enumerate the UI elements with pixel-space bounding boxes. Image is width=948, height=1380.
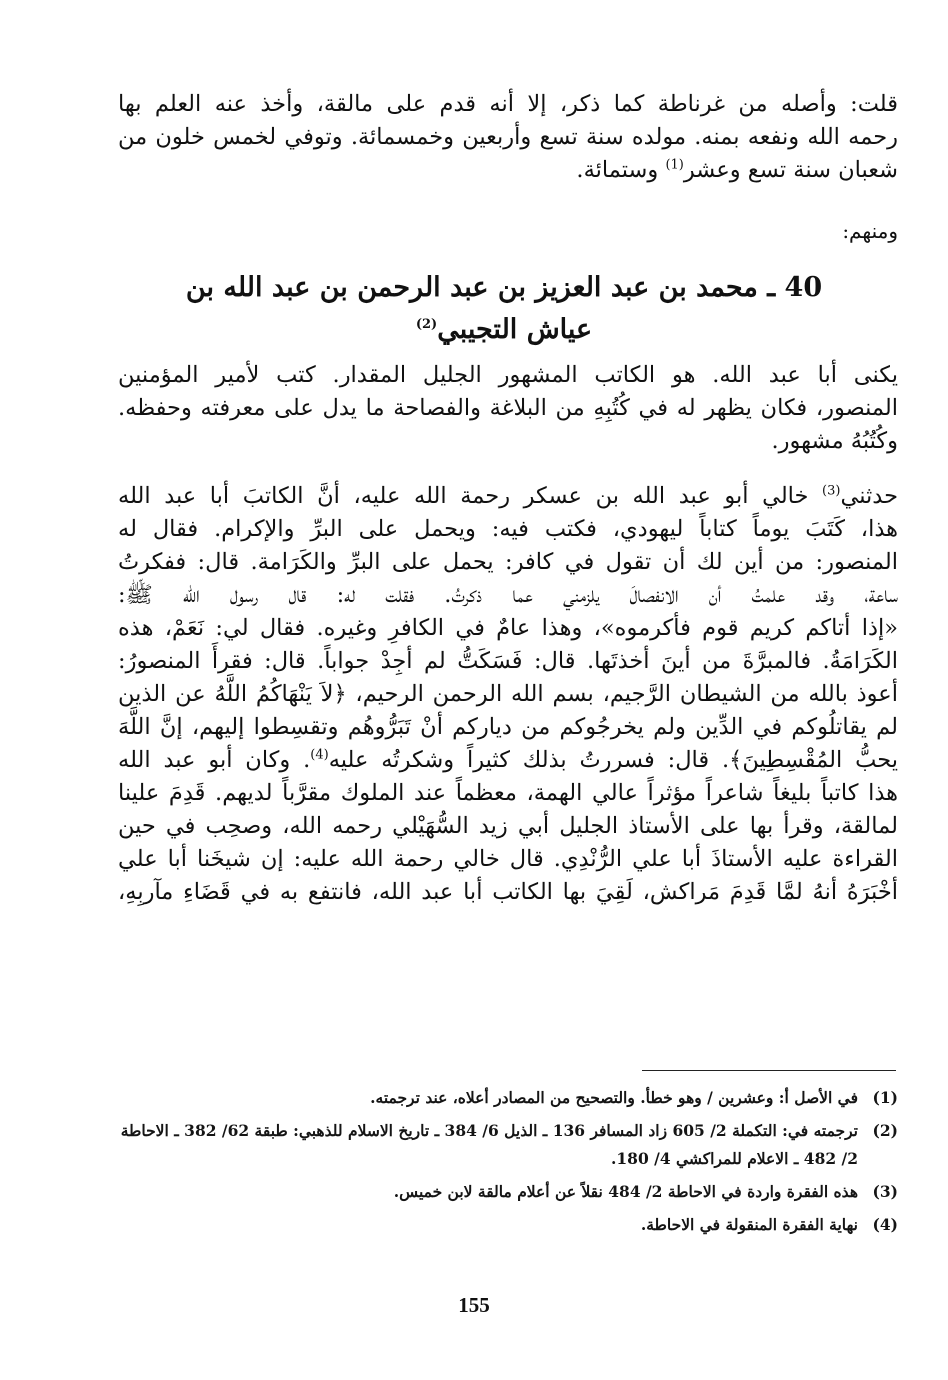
footnote-ref: (1) bbox=[665, 157, 684, 173]
paragraph-1 bbox=[118, 88, 898, 187]
text-run: يحبُّ المُقْسِطِينَ﴾. قال: فسررتُ بذلك كثيراً وشكرتُه عليه bbox=[328, 747, 898, 773]
text-line: القراءة عليه الأستاذَ أبا علي الرُّنْدِي. قال خالي رحمة الله عليه: إن شيخَنا أبا علي bbox=[118, 846, 898, 872]
text-line bbox=[118, 744, 898, 777]
footnote bbox=[118, 1084, 898, 1112]
text-line bbox=[118, 480, 898, 513]
text-line: أعوذ بالله من الشيطان الرَّجيم، بسم الله الرحمن الرحيم، ﴿لاَ يَنْهَاكُمُ اللَّهُ عن الذين bbox=[118, 681, 898, 707]
text-line: الكَرَامَةُ. فالمبرَّةَ من أينَ أخذتَها. قال: فَسَكَتُّ لم أجِدْ جواباً. قال: فقرأَ المنصورُ: bbox=[118, 648, 898, 674]
footnote-number: (3) bbox=[872, 1182, 898, 1201]
text-line: وكُتُبُهُ مشهور. bbox=[771, 428, 898, 454]
text-run: . وكان أبو عبد الله bbox=[118, 747, 311, 773]
footnote-number: (4) bbox=[872, 1215, 898, 1234]
footnote-text: نهاية الفقرة المنقولة في الاحاطة. bbox=[640, 1215, 858, 1234]
page-number: 155 bbox=[458, 1293, 490, 1317]
footnote-separator bbox=[642, 1070, 896, 1071]
footnote bbox=[118, 1211, 898, 1239]
text-line: المنصور: من أين لك أن تقول في كافر: يحمل على البرِّ والكَرَامة. قال: ففكرتُ bbox=[118, 549, 898, 575]
text-line: رحمه الله ونفعه بمنه. مولده سنة تسع وأربعين وخمسمائة. وتوفي لخمس خلون من bbox=[118, 124, 898, 150]
text-line: «إذا أتاكم كريم قوم فأكرموه»، وهذا عامٌ في الكافرِ وغيره. فقال لي: نَعَمْ، هذه bbox=[118, 615, 898, 641]
text-line: المنصور، فكان يظهر له في كُتُبِهِ من البلاغة والفصاحة ما يدل على معرفته وحفظه. bbox=[118, 395, 898, 421]
footnote-ref: (4) bbox=[310, 747, 329, 763]
footnote-number: (2) bbox=[872, 1121, 898, 1140]
text-line: قلت: وأصله من غرناطة كما ذكر، إلا أنه قدم على مالقة، وأخذ عنه العلم بها bbox=[118, 91, 898, 117]
footnote-ref: (2) bbox=[415, 317, 438, 332]
footnote bbox=[118, 1178, 898, 1206]
text-line: ساعة، وقد علمتُ أن الانفصالَ يلزمني عما ذكرتُ. فقلت له: قال رسول الله ﷺ: bbox=[118, 582, 898, 608]
text-line: أخْبَرَهُ أنهُ لمَّا قَدِمَ مَراكش، لَقِيَ بها الكاتب أبا عبد الله، فانتفع به في قَضَاءِ مآربِهِ، bbox=[118, 879, 898, 905]
footnote-ref: (3) bbox=[822, 483, 841, 499]
text-line bbox=[118, 154, 898, 187]
main-text bbox=[118, 88, 898, 909]
text-run: حدثني bbox=[840, 483, 898, 509]
footnote-text: هذه الفقرة واردة في الاحاطة 2/ 484 نقلاً عن أعلام مالقة لابن خميس. bbox=[393, 1182, 858, 1201]
text-line: لم يقاتلُوكم في الدِّين ولم يخرجُوكم من دياركم أنْ تَبَرُّوهُم وتقسِطوا إليهم، إنَّ اللَّهَ bbox=[118, 714, 898, 740]
footnote bbox=[118, 1117, 898, 1173]
heading-line: 40 ـ محمد بن عبد العزيز بن عبد الرحمن بن عبد الله بن bbox=[185, 272, 823, 303]
footnote-text: في الأصل أ: وعشرين / وهو خطأ. والتصحيح من المصادر أعلاه، عند ترجمته. bbox=[370, 1088, 858, 1107]
paragraph-2 bbox=[118, 359, 898, 458]
text-line: هذا، كَتَبَ يوماً كتاباً ليهودي، فكتب فيه: ويحمل على البرِّ والإكرام. فقال له bbox=[118, 516, 898, 542]
paragraph-3 bbox=[118, 480, 898, 909]
heading-line bbox=[118, 309, 890, 351]
text-run: وستمائة. bbox=[576, 157, 666, 183]
footnote-text: ترجمته في: التكملة 2/ 605 زاد المسافر 136 ـ الذيل 6/ 384 ـ تاريخ الاسلام للذهبي: طبقة 62/ 382 ـ الاحاطة 2/ 482 ـ الاعلام للمراكشي 4/ 180. bbox=[120, 1121, 858, 1168]
footnote-number: (1) bbox=[872, 1088, 898, 1107]
heading-text: عياش التجيبي bbox=[437, 314, 593, 345]
section-intro: ومنهم: bbox=[842, 219, 898, 243]
footnotes bbox=[118, 1084, 898, 1244]
text-line: لمالقة، وقرأ بها على الأستاذ الجليل أبي زيد السُّهَيْلي رحمه الله، وصحِب في حين bbox=[118, 813, 898, 839]
text-line: هذا كاتباً بليغاً شاعراً مؤثراً عالي الهمة، معظماً عند الملوك مقرَّباً لديهم. قَدِمَ علينا bbox=[118, 780, 898, 806]
entry-heading bbox=[118, 267, 898, 351]
text-run: شعبان سنة تسع وعشر bbox=[683, 157, 898, 183]
text-run: خالي أبو عبد الله بن عسكر رحمة الله عليه، أنَّ الكاتبَ أبا عبد الله bbox=[118, 483, 823, 509]
text-line: يكنى أبا عبد الله. هو الكاتب المشهور الجليل المقدار. كتب لأمير المؤمنين bbox=[118, 362, 898, 388]
